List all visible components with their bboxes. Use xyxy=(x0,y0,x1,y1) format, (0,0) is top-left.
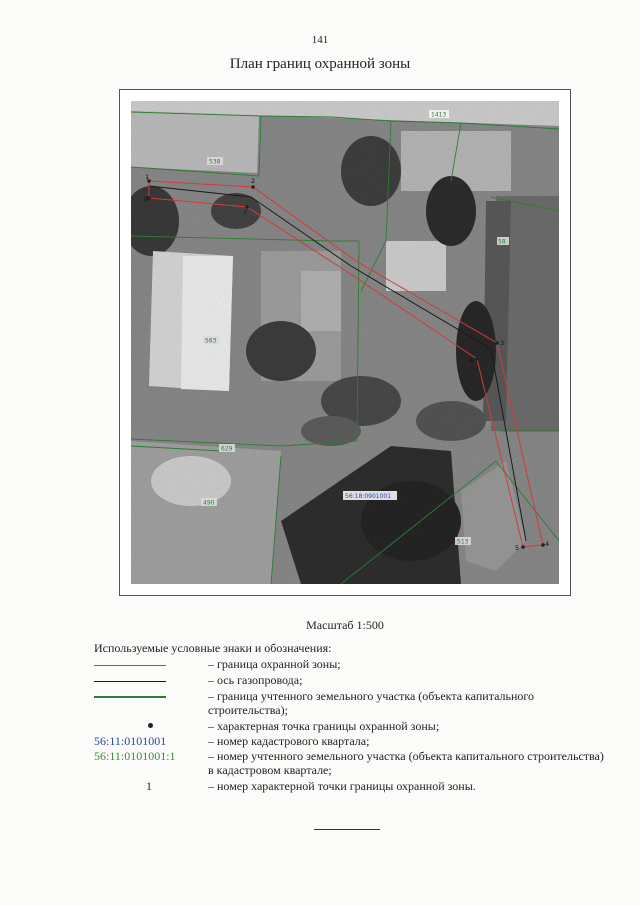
point-label-6: 6 xyxy=(469,357,474,365)
point-label-3: 3 xyxy=(500,339,505,347)
legend-symbol-red-line xyxy=(94,657,166,671)
parcel-label-513: 513 xyxy=(457,538,469,546)
legend-symbol-parcel-code: 56:11:0101001:1 xyxy=(94,749,176,763)
legend-desc: – граница охранной зоны; xyxy=(208,657,341,671)
scale-label: Масштаб 1:500 xyxy=(306,618,384,632)
legend-desc: – номер учтенного земельного участка (объекта капитального строительства) в кадастровом квартале; xyxy=(208,749,604,777)
parcel-label-629: 629 xyxy=(221,445,233,453)
legend-desc: – ось газопровода; xyxy=(208,673,303,687)
aerial-map[interactable] xyxy=(131,101,559,584)
point-label-5: 5 xyxy=(515,544,520,552)
legend-symbol-point-number: 1 xyxy=(146,779,152,793)
legend-desc: – граница учтенного земельного участка (объекта капитального строительства); xyxy=(208,689,535,717)
parcel-label-538: 538 xyxy=(209,158,221,166)
point-label-1: 1 xyxy=(145,173,150,181)
parcel-label-1413: 1413 xyxy=(431,111,447,119)
parcel-label-58: 58 xyxy=(498,238,506,246)
legend-title: Используемые условные знаки и обозначения: xyxy=(94,641,332,655)
page-title: План границ охранной зоны xyxy=(229,56,411,72)
point-label-2: 2 xyxy=(251,177,256,185)
legend-symbol-green-line xyxy=(94,689,166,703)
map-frame xyxy=(119,89,571,596)
legend-desc: – номер характерной точки границы охранной зоны. xyxy=(208,779,476,793)
parcel-label-563: 563 xyxy=(205,337,217,345)
legend-desc: – номер кадастрового квартала; xyxy=(208,734,370,748)
point-label-8: 8 xyxy=(144,195,149,203)
legend-symbol-quarter-code: 56:11:0101001 xyxy=(94,734,167,748)
legend-desc: – характерная точка границы охранной зоны; xyxy=(208,719,440,733)
point-label-4: 4 xyxy=(545,540,550,548)
legend-symbol-dot xyxy=(94,719,166,733)
end-rule xyxy=(314,829,380,830)
point-label-7: 7 xyxy=(243,209,248,217)
parcel-label-490: 490 xyxy=(203,499,215,507)
quarter-label: 56:18:0901001 xyxy=(345,493,392,500)
page-number: 141 xyxy=(311,34,329,46)
legend-symbol-black-line xyxy=(94,673,166,687)
